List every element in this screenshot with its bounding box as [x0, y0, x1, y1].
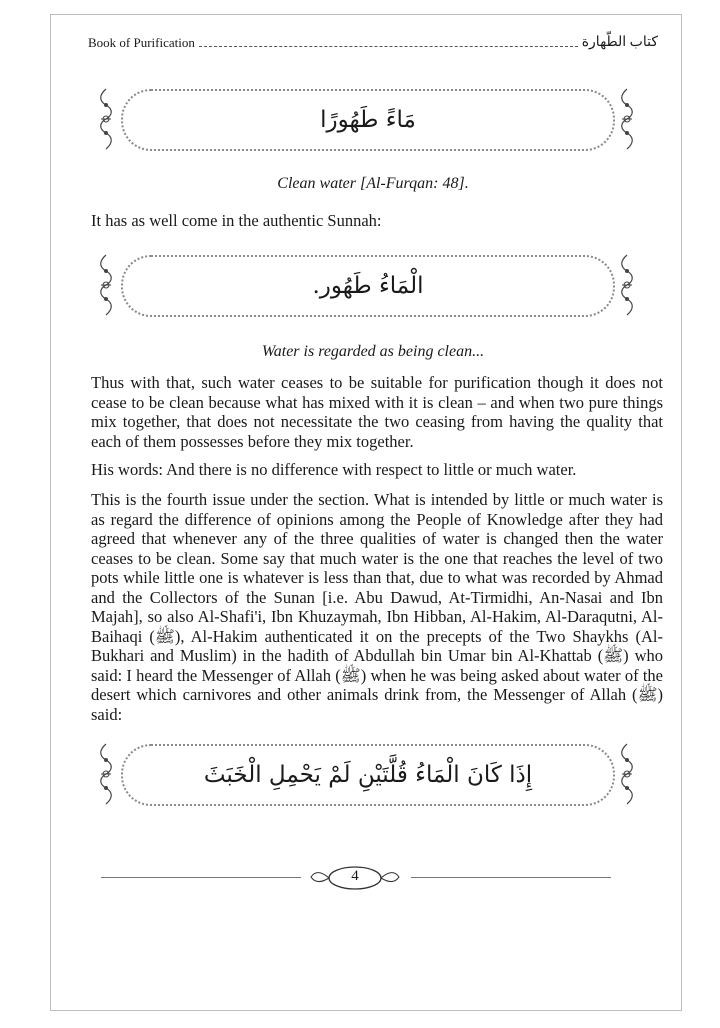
ornament-left-icon	[95, 87, 117, 151]
ornament-left-icon	[95, 742, 117, 806]
ornament-right-icon	[616, 253, 638, 317]
page	[50, 14, 682, 1011]
page-number-badge	[309, 863, 401, 893]
header-rule	[199, 46, 578, 47]
page-number: 4	[351, 868, 359, 884]
header-title-english: Book of Purification	[88, 35, 195, 50]
arabic-verse-text: مَاءً طَهُورًا	[320, 107, 416, 133]
paragraph: His words: And there is no difference with respect to little or much water.	[91, 460, 577, 479]
footer-rule-right	[411, 877, 611, 878]
ornament-right-icon	[616, 742, 638, 806]
footer-rule-left	[101, 877, 301, 878]
paragraph: It has as well come in the authentic Sunnah:	[91, 211, 382, 230]
verse-translation: Clean water [Al-Furqan: 48].	[277, 175, 469, 192]
header-title-arabic: كتاب الطّهارة	[581, 35, 658, 50]
running-header	[88, 31, 658, 51]
arabic-hadith-text: إِذَا كَانَ الْمَاءُ قُلَّتَيْنِ لَمْ يَحْمِلِ الْخَبَثَ	[203, 762, 533, 788]
arabic-verse-box	[121, 89, 615, 151]
ornament-left-icon	[95, 253, 117, 317]
arabic-hadith-box	[121, 255, 615, 317]
arabic-hadith-box	[121, 744, 615, 806]
arabic-hadith-text: الْمَاءُ طَهُور.	[312, 273, 424, 299]
paragraph: This is the fourth issue under the section. What is intended by little or much water is as regard the difference of opinions among the People of Knowledge after they had agreed that whenever any of the three qualities of water is changed then the water ceases to be clean. Some say that much water is the one that reaches the level of two pots while little one is whatever is less than that, due to what was recorded by Ahmad and the Collectors of the Sunan [i.e. Abu Dawud, At-Tirmidhi, An-Nasai and Ibn Majah], so also Al-Shafi'i, Ibn Khuzaymah, Ibn Hibban, Al-Hakim, Al-Daraqutni, Al-Baihaqi (ﷺ), Al-Hakim authenticated it on the precepts of the Two Shaykhs (Al-Bukhari and Muslim) in the hadith of Abdullah bin Umar bin Al-Khattab (ﷺ) who said: I heard the Messenger of Allah (ﷺ) when he was being asked about water of the desert which carnivores and other animals drink from, the Messenger of Allah (ﷺ) said:	[91, 490, 663, 724]
ornament-right-icon	[616, 87, 638, 151]
paragraph: Thus with that, such water ceases to be suitable for purification though it does not cease to be clean because what has mixed with it is clean – and when two pure things mix together, that does not necessitate the two ceasing from having the quality that each of them possesses before they mix together.	[91, 373, 663, 451]
hadith-translation: Water is regarded as being clean...	[261, 343, 485, 360]
